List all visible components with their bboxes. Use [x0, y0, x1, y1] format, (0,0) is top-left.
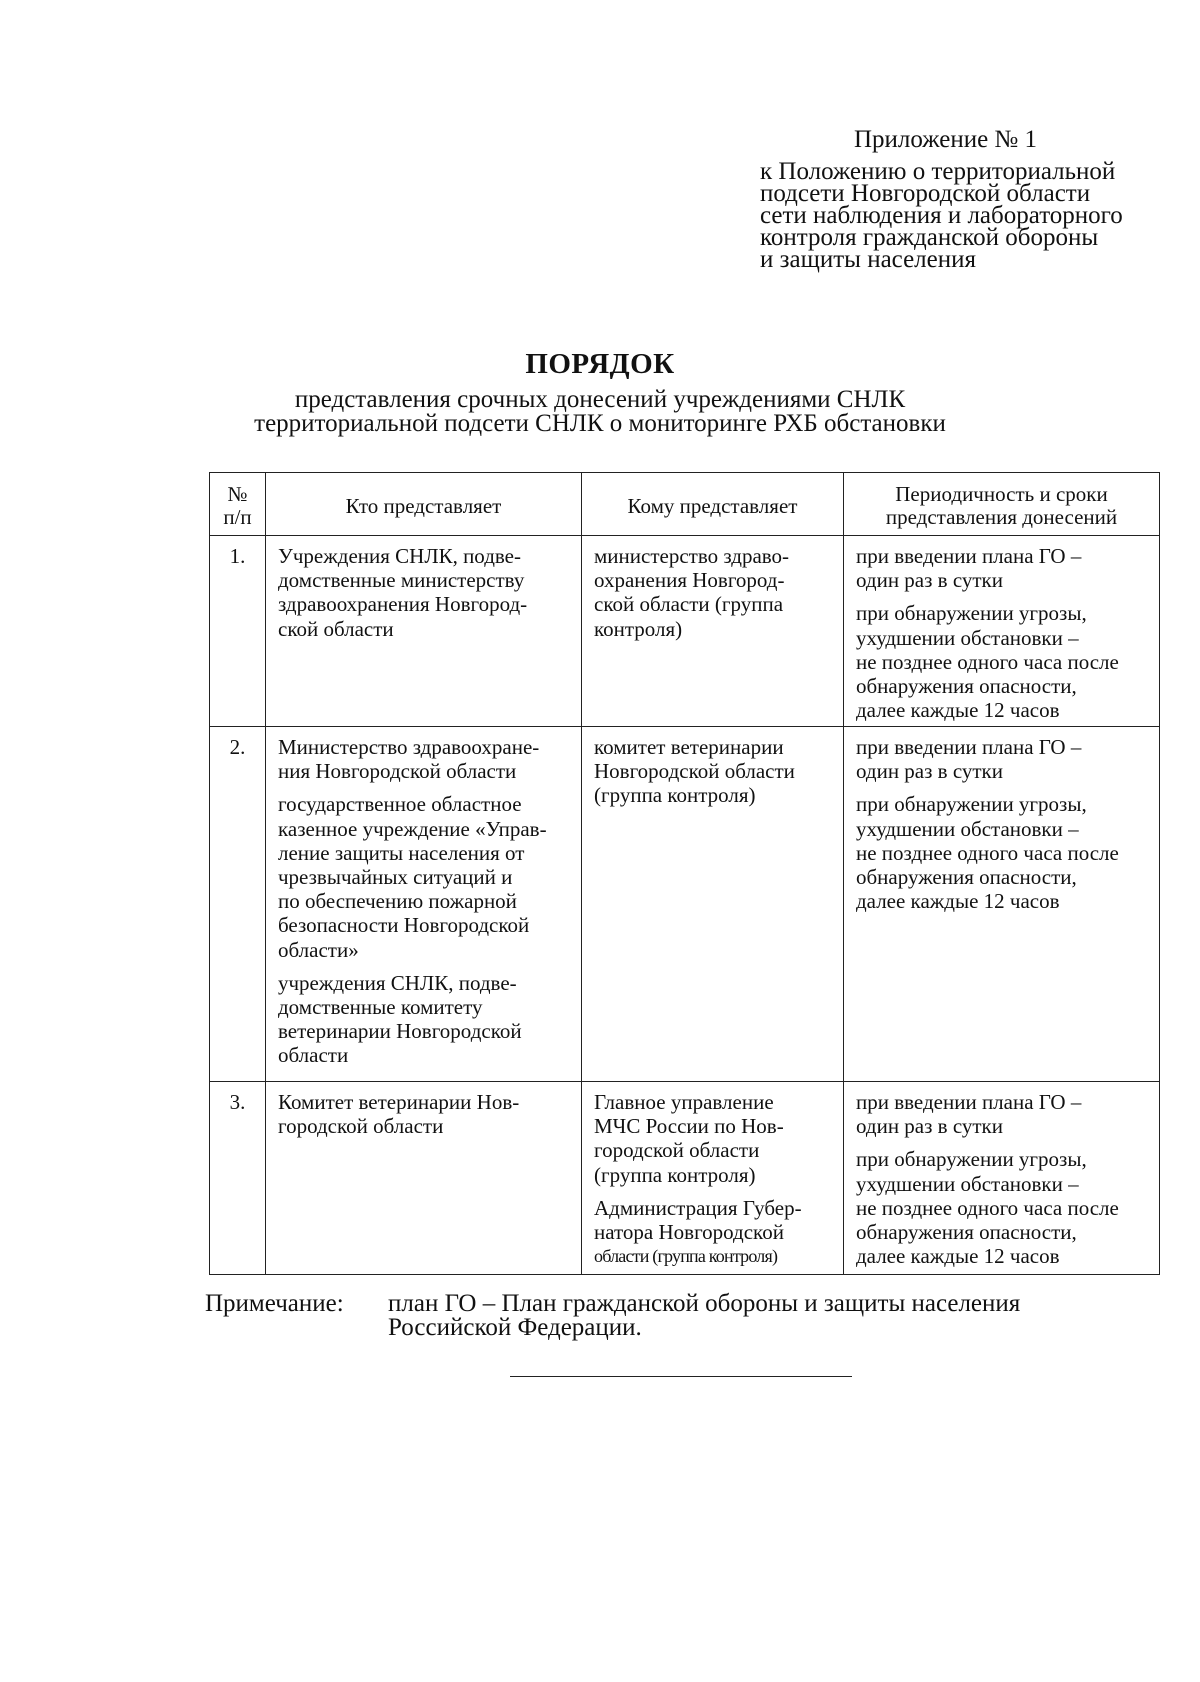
- cell-period: [844, 727, 1160, 1082]
- table-header-row: [210, 473, 1160, 536]
- who-paragraph: Министерство здравоохране- ния Новгородской области: [278, 735, 540, 784]
- header-number: [210, 473, 266, 536]
- appendix-line: к Положению о территориальной: [760, 158, 1116, 185]
- header-number-label: п/п: [223, 505, 252, 529]
- appendix-line: подсети Новгородской области: [760, 180, 1091, 207]
- footnote-text: [388, 1292, 1108, 1340]
- cell-period: [844, 536, 1160, 727]
- row-number: 2.: [210, 727, 266, 1082]
- header-period-line: Периодичность и сроки: [895, 482, 1108, 506]
- row-number: 3.: [210, 1082, 266, 1275]
- header-to-whom: Кому представляет: [582, 473, 844, 536]
- appendix-title: Приложение № 1: [854, 126, 1038, 153]
- reporting-table: [209, 472, 1160, 1275]
- period-paragraph: при обнаружении угрозы, ухудшении обстановки – не позднее одного часа после обнаружения опасности, далее каждые 12 часов: [856, 601, 1119, 723]
- cell-who: [266, 727, 582, 1082]
- period-paragraph: при обнаружении угрозы, ухудшении обстановки – не позднее одного часа после обнаружения опасности, далее каждые 12 часов: [856, 1147, 1119, 1269]
- footnote-label: Примечание:: [205, 1290, 344, 1317]
- who-paragraph: Комитет ветеринарии Нов- городской области: [278, 1090, 520, 1139]
- appendix-line: сети наблюдения и лабораторного: [760, 202, 1123, 229]
- who-paragraph: Учреждения СНЛК, подве- домственные министерству здравоохранения Новгород- ской области: [278, 544, 528, 641]
- table-row: [210, 1082, 1160, 1275]
- cell-period: [844, 1082, 1160, 1275]
- cell-to-whom: [582, 727, 844, 1082]
- document-title: ПОРЯДОК: [525, 348, 675, 380]
- header-who: Кто представляет: [266, 473, 582, 536]
- header-number-sign: №: [227, 482, 248, 506]
- end-rule: [510, 1376, 852, 1377]
- appendix-block: [760, 124, 1180, 271]
- period-paragraph: при обнаружении угрозы, ухудшении обстановки – не позднее одного часа после обнаружения опасности, далее каждые 12 часов: [856, 792, 1119, 914]
- appendix-line: контроля гражданской обороны: [760, 224, 1099, 251]
- header-period-line: представления донесений: [885, 505, 1118, 529]
- who-paragraph: учреждения СНЛК, подве- домственные комитету ветеринарии Новгородской области: [278, 970, 522, 1068]
- to-whom-paragraph: Администрация Губер- натора Новгородской: [594, 1195, 802, 1245]
- header-period: [844, 473, 1160, 536]
- cell-to-whom: [582, 536, 844, 727]
- footnote-line: Российской Федерации.: [388, 1314, 642, 1341]
- appendix-line: и защиты населения: [760, 246, 977, 273]
- footnote-line: план ГО – План гражданской обороны и защиты населения: [388, 1290, 1021, 1317]
- cell-to-whom: [582, 1082, 844, 1275]
- period-paragraph: при введении плана ГО – один раз в сутки: [856, 735, 1082, 784]
- to-whom-small-line: области (группа контроля): [594, 1246, 778, 1267]
- table-row: [210, 727, 1160, 1082]
- table-body: [210, 536, 1160, 1275]
- to-whom-paragraph: министерство здраво- охранения Новгород- ской области (группа контроля): [594, 544, 790, 641]
- subtitle-line: представления срочных донесений учреждениями СНЛК: [294, 386, 906, 413]
- period-paragraph: при введении плана ГО – один раз в сутки: [856, 1090, 1082, 1139]
- who-paragraph: государственное областное казенное учреждение «Управ- ление защиты населения от чрезвычайных ситуаций и по обеспечению пожарной безопасности Новгородской области»: [278, 792, 547, 962]
- cell-who: [266, 536, 582, 727]
- document-subtitle: [0, 388, 1200, 436]
- cell-who: [266, 1082, 582, 1275]
- to-whom-paragraph: Главное управление МЧС России по Нов- городской области (группа контроля): [594, 1090, 784, 1187]
- period-paragraph: при введении плана ГО – один раз в сутки: [856, 544, 1082, 593]
- row-number: 1.: [210, 536, 266, 727]
- table-row: [210, 536, 1160, 727]
- subtitle-line: территориальной подсети СНЛК о мониторинге РХБ обстановки: [254, 410, 946, 437]
- appendix-lines: [760, 158, 1180, 273]
- to-whom-paragraph: комитет ветеринарии Новгородской области (группа контроля): [594, 735, 795, 808]
